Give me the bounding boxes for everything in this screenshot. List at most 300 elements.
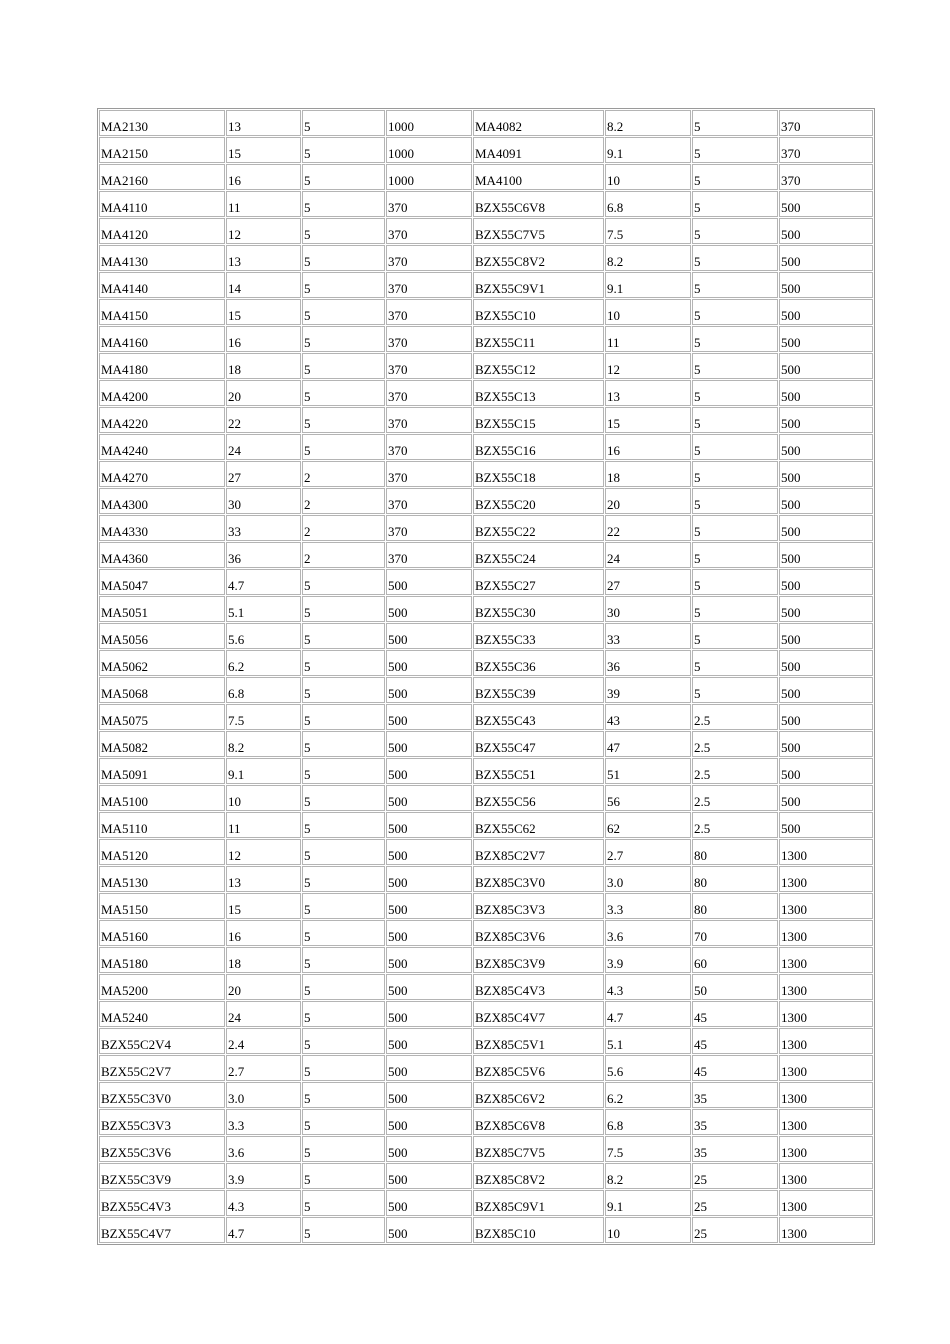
table-row: [99, 866, 873, 892]
table-cell-test-current: 5: [302, 353, 385, 379]
table-cell-test-current: 5: [692, 542, 778, 568]
table-cell-power: 500: [779, 542, 873, 568]
table-cell-power: 500: [386, 1136, 472, 1162]
table-cell-power: 1300: [779, 893, 873, 919]
table-cell-zener-voltage: 2.7: [605, 839, 691, 865]
table-cell-zener-voltage: 22: [226, 407, 301, 433]
table-row: [99, 920, 873, 946]
table-cell-part-number: MA4100: [473, 164, 604, 190]
table-cell-part-number: BZX85C8V2: [473, 1163, 604, 1189]
table-row: [99, 1001, 873, 1027]
table-cell-zener-voltage: 16: [226, 326, 301, 352]
table-cell-zener-voltage: 30: [226, 488, 301, 514]
table-cell-power: 500: [779, 407, 873, 433]
table-cell-part-number: MA4110: [99, 191, 225, 217]
table-cell-power: 1300: [779, 974, 873, 1000]
table-cell-test-current: 5: [302, 191, 385, 217]
table-cell-test-current: 5: [692, 191, 778, 217]
table-row: [99, 1163, 873, 1189]
table-row: [99, 272, 873, 298]
table-cell-zener-voltage: 6.8: [605, 191, 691, 217]
table-cell-test-current: 5: [302, 569, 385, 595]
table-cell-power: 500: [779, 623, 873, 649]
table-cell-part-number: BZX55C3V0: [99, 1082, 225, 1108]
table-cell-power: 500: [386, 758, 472, 784]
table-cell-test-current: 60: [692, 947, 778, 973]
table-cell-power: 500: [779, 785, 873, 811]
table-row: [99, 218, 873, 244]
table-cell-zener-voltage: 27: [226, 461, 301, 487]
table-row: [99, 677, 873, 703]
table-cell-part-number: BZX85C6V8: [473, 1109, 604, 1135]
table-cell-part-number: BZX85C3V6: [473, 920, 604, 946]
table-cell-zener-voltage: 10: [226, 785, 301, 811]
table-cell-part-number: BZX55C18: [473, 461, 604, 487]
table-cell-zener-voltage: 9.1: [226, 758, 301, 784]
table-cell-part-number: MA4300: [99, 488, 225, 514]
table-row: [99, 299, 873, 325]
table-cell-zener-voltage: 13: [605, 380, 691, 406]
table-cell-part-number: MA4160: [99, 326, 225, 352]
table-cell-part-number: BZX55C27: [473, 569, 604, 595]
table-cell-test-current: 5: [692, 434, 778, 460]
table-cell-test-current: 5: [302, 704, 385, 730]
table-cell-zener-voltage: 18: [605, 461, 691, 487]
table-cell-part-number: MA4180: [99, 353, 225, 379]
table-cell-power: 500: [386, 596, 472, 622]
table-cell-test-current: 5: [302, 218, 385, 244]
table-row: [99, 407, 873, 433]
table-cell-test-current: 5: [692, 407, 778, 433]
table-cell-test-current: 80: [692, 866, 778, 892]
table-cell-part-number: BZX85C3V3: [473, 893, 604, 919]
table-cell-zener-voltage: 10: [605, 1217, 691, 1243]
table-cell-zener-voltage: 2.4: [226, 1028, 301, 1054]
table-cell-power: 500: [779, 515, 873, 541]
table-cell-test-current: 80: [692, 839, 778, 865]
zener-diode-table: [97, 108, 875, 1245]
table-cell-power: 500: [386, 812, 472, 838]
table-cell-part-number: MA5200: [99, 974, 225, 1000]
table-row: [99, 245, 873, 271]
table-cell-power: 370: [386, 380, 472, 406]
table-cell-zener-voltage: 15: [226, 299, 301, 325]
table-cell-power: 500: [386, 1217, 472, 1243]
table-cell-zener-voltage: 5.1: [226, 596, 301, 622]
table-cell-part-number: BZX55C16: [473, 434, 604, 460]
table-cell-test-current: 5: [302, 1109, 385, 1135]
table-cell-zener-voltage: 7.5: [226, 704, 301, 730]
table-cell-power: 500: [386, 623, 472, 649]
table-cell-power: 500: [386, 731, 472, 757]
table-cell-part-number: BZX55C33: [473, 623, 604, 649]
table-cell-part-number: BZX55C2V4: [99, 1028, 225, 1054]
table-cell-test-current: 5: [302, 974, 385, 1000]
table-cell-zener-voltage: 18: [226, 947, 301, 973]
table-cell-zener-voltage: 24: [226, 434, 301, 460]
table-cell-test-current: 5: [692, 650, 778, 676]
table-cell-zener-voltage: 3.3: [226, 1109, 301, 1135]
table-cell-part-number: MA4082: [473, 110, 604, 136]
table-cell-part-number: BZX55C6V8: [473, 191, 604, 217]
table-cell-test-current: 5: [302, 1082, 385, 1108]
table-row: [99, 461, 873, 487]
table-cell-part-number: MA5047: [99, 569, 225, 595]
table-cell-power: 500: [779, 272, 873, 298]
table-body: [99, 110, 873, 1243]
table-cell-test-current: 2.5: [692, 731, 778, 757]
table-cell-power: 500: [779, 461, 873, 487]
table-cell-power: 500: [779, 812, 873, 838]
table-cell-power: 370: [386, 407, 472, 433]
table-cell-power: 500: [386, 1163, 472, 1189]
table-row: [99, 191, 873, 217]
table-cell-part-number: MA4140: [99, 272, 225, 298]
table-cell-power: 370: [386, 353, 472, 379]
table-row: [99, 893, 873, 919]
table-cell-power: 500: [386, 569, 472, 595]
table-cell-power: 370: [779, 164, 873, 190]
table-cell-test-current: 5: [302, 731, 385, 757]
table-cell-part-number: MA2130: [99, 110, 225, 136]
table-cell-power: 370: [779, 110, 873, 136]
table-cell-power: 500: [779, 218, 873, 244]
table-cell-part-number: BZX85C5V6: [473, 1055, 604, 1081]
table-cell-power: 500: [779, 731, 873, 757]
table-cell-zener-voltage: 8.2: [605, 1163, 691, 1189]
table-cell-part-number: BZX55C13: [473, 380, 604, 406]
table-cell-power: 370: [386, 191, 472, 217]
table-cell-part-number: MA5051: [99, 596, 225, 622]
table-cell-zener-voltage: 33: [226, 515, 301, 541]
table-cell-zener-voltage: 24: [226, 1001, 301, 1027]
table-cell-zener-voltage: 7.5: [605, 218, 691, 244]
table-cell-power: 500: [386, 677, 472, 703]
table-cell-zener-voltage: 5.1: [605, 1028, 691, 1054]
table-row: [99, 569, 873, 595]
table-cell-zener-voltage: 8.2: [226, 731, 301, 757]
table-cell-part-number: MA5075: [99, 704, 225, 730]
table-cell-test-current: 5: [692, 569, 778, 595]
table-row: [99, 1055, 873, 1081]
table-cell-zener-voltage: 3.0: [226, 1082, 301, 1108]
table-cell-part-number: MA4270: [99, 461, 225, 487]
table-cell-part-number: BZX85C5V1: [473, 1028, 604, 1054]
table-row: [99, 488, 873, 514]
table-cell-power: 370: [386, 326, 472, 352]
table-row: [99, 974, 873, 1000]
table-cell-test-current: 2: [302, 461, 385, 487]
table-cell-power: 500: [779, 704, 873, 730]
table-cell-part-number: BZX55C43: [473, 704, 604, 730]
table-cell-test-current: 2: [302, 488, 385, 514]
table-cell-zener-voltage: 39: [605, 677, 691, 703]
table-cell-power: 500: [779, 596, 873, 622]
table-cell-zener-voltage: 6.8: [226, 677, 301, 703]
table-cell-power: 500: [779, 434, 873, 460]
table-cell-part-number: BZX55C47: [473, 731, 604, 757]
table-cell-part-number: MA5130: [99, 866, 225, 892]
table-cell-power: 500: [386, 785, 472, 811]
table-cell-zener-voltage: 22: [605, 515, 691, 541]
table-cell-test-current: 5: [302, 1028, 385, 1054]
table-cell-test-current: 5: [302, 110, 385, 136]
table-cell-part-number: BZX85C3V9: [473, 947, 604, 973]
table-row: [99, 758, 873, 784]
table-cell-test-current: 5: [302, 596, 385, 622]
table-cell-zener-voltage: 4.7: [226, 569, 301, 595]
table-cell-part-number: BZX85C4V7: [473, 1001, 604, 1027]
table-cell-zener-voltage: 12: [605, 353, 691, 379]
table-cell-test-current: 25: [692, 1190, 778, 1216]
table-cell-zener-voltage: 16: [605, 434, 691, 460]
table-cell-part-number: BZX85C9V1: [473, 1190, 604, 1216]
table-cell-power: 500: [386, 1001, 472, 1027]
table-cell-part-number: BZX55C4V7: [99, 1217, 225, 1243]
table-cell-zener-voltage: 3.3: [605, 893, 691, 919]
table-cell-power: 500: [386, 1190, 472, 1216]
table-cell-zener-voltage: 51: [605, 758, 691, 784]
table-cell-zener-voltage: 4.3: [605, 974, 691, 1000]
table-cell-power: 500: [386, 893, 472, 919]
table-cell-zener-voltage: 7.5: [605, 1136, 691, 1162]
table-cell-part-number: BZX55C30: [473, 596, 604, 622]
table-cell-power: 500: [386, 947, 472, 973]
table-cell-power: 500: [386, 650, 472, 676]
table-cell-test-current: 5: [692, 515, 778, 541]
table-cell-power: 1300: [779, 1190, 873, 1216]
table-cell-part-number: MA4150: [99, 299, 225, 325]
table-cell-zener-voltage: 8.2: [605, 245, 691, 271]
table-cell-power: 500: [386, 839, 472, 865]
table-cell-zener-voltage: 15: [226, 893, 301, 919]
table-cell-part-number: BZX55C24: [473, 542, 604, 568]
table-cell-power: 500: [779, 191, 873, 217]
table-cell-test-current: 5: [302, 1055, 385, 1081]
table-row: [99, 1082, 873, 1108]
table-cell-part-number: BZX85C3V0: [473, 866, 604, 892]
table-row: [99, 704, 873, 730]
table-cell-test-current: 5: [692, 353, 778, 379]
table-cell-test-current: 25: [692, 1163, 778, 1189]
table-cell-test-current: 50: [692, 974, 778, 1000]
table-cell-part-number: MA4130: [99, 245, 225, 271]
table-cell-power: 500: [779, 569, 873, 595]
table-cell-zener-voltage: 11: [605, 326, 691, 352]
table-cell-power: 370: [386, 299, 472, 325]
table-cell-part-number: MA4360: [99, 542, 225, 568]
table-cell-test-current: 5: [692, 677, 778, 703]
table-cell-test-current: 45: [692, 1055, 778, 1081]
table-cell-power: 500: [386, 920, 472, 946]
table-cell-test-current: 5: [692, 461, 778, 487]
table-cell-zener-voltage: 24: [605, 542, 691, 568]
table-cell-test-current: 5: [692, 245, 778, 271]
table-cell-zener-voltage: 10: [605, 299, 691, 325]
table-cell-part-number: BZX55C7V5: [473, 218, 604, 244]
table-cell-zener-voltage: 9.1: [605, 272, 691, 298]
table-cell-zener-voltage: 3.6: [226, 1136, 301, 1162]
table-cell-part-number: MA5091: [99, 758, 225, 784]
table-cell-zener-voltage: 43: [605, 704, 691, 730]
table-cell-test-current: 35: [692, 1082, 778, 1108]
table-cell-test-current: 5: [692, 137, 778, 163]
table-cell-power: 1300: [779, 1109, 873, 1135]
table-cell-zener-voltage: 2.7: [226, 1055, 301, 1081]
table-cell-part-number: BZX85C6V2: [473, 1082, 604, 1108]
table-cell-test-current: 5: [692, 272, 778, 298]
table-cell-test-current: 5: [302, 758, 385, 784]
table-cell-power: 1300: [779, 947, 873, 973]
table-cell-part-number: BZX55C4V3: [99, 1190, 225, 1216]
table-cell-test-current: 2: [302, 542, 385, 568]
table-cell-zener-voltage: 3.6: [605, 920, 691, 946]
table-cell-zener-voltage: 12: [226, 218, 301, 244]
table-cell-part-number: BZX55C20: [473, 488, 604, 514]
table-cell-test-current: 35: [692, 1109, 778, 1135]
table-cell-power: 370: [386, 542, 472, 568]
table-cell-part-number: MA5082: [99, 731, 225, 757]
table-cell-zener-voltage: 36: [605, 650, 691, 676]
table-row: [99, 785, 873, 811]
table-cell-test-current: 45: [692, 1028, 778, 1054]
table-row: [99, 353, 873, 379]
table-row: [99, 1028, 873, 1054]
table-cell-power: 370: [386, 245, 472, 271]
table-cell-part-number: BZX55C2V7: [99, 1055, 225, 1081]
table-row: [99, 1217, 873, 1243]
table-cell-power: 370: [386, 272, 472, 298]
table-cell-part-number: BZX55C62: [473, 812, 604, 838]
table-cell-part-number: MA5240: [99, 1001, 225, 1027]
table-cell-zener-voltage: 3.9: [605, 947, 691, 973]
table-cell-power: 500: [779, 380, 873, 406]
table-cell-power: 1300: [779, 1001, 873, 1027]
table-cell-zener-voltage: 15: [605, 407, 691, 433]
table-cell-zener-voltage: 4.7: [226, 1217, 301, 1243]
table-cell-part-number: MA4120: [99, 218, 225, 244]
table-cell-test-current: 5: [302, 947, 385, 973]
table-cell-power: 1300: [779, 1217, 873, 1243]
table-row: [99, 839, 873, 865]
table-cell-power: 500: [779, 299, 873, 325]
table-cell-part-number: BZX85C10: [473, 1217, 604, 1243]
table-cell-test-current: 5: [302, 920, 385, 946]
table-row: [99, 1136, 873, 1162]
table-cell-test-current: 5: [692, 380, 778, 406]
table-cell-test-current: 5: [302, 272, 385, 298]
table-cell-zener-voltage: 3.0: [605, 866, 691, 892]
table-cell-test-current: 25: [692, 1217, 778, 1243]
table-cell-test-current: 5: [692, 326, 778, 352]
table-cell-zener-voltage: 20: [226, 380, 301, 406]
table-cell-zener-voltage: 12: [226, 839, 301, 865]
table-row: [99, 650, 873, 676]
table-cell-power: 370: [386, 434, 472, 460]
table-cell-zener-voltage: 6.2: [605, 1082, 691, 1108]
table-cell-part-number: BZX55C3V6: [99, 1136, 225, 1162]
table-cell-zener-voltage: 20: [605, 488, 691, 514]
table-cell-part-number: BZX55C15: [473, 407, 604, 433]
table-cell-zener-voltage: 62: [605, 812, 691, 838]
table-cell-part-number: MA4330: [99, 515, 225, 541]
table-cell-part-number: MA5160: [99, 920, 225, 946]
table-cell-power: 370: [386, 461, 472, 487]
table-cell-test-current: 2.5: [692, 812, 778, 838]
table-cell-part-number: BZX55C56: [473, 785, 604, 811]
table-cell-zener-voltage: 36: [226, 542, 301, 568]
table-cell-test-current: 2.5: [692, 785, 778, 811]
table-row: [99, 164, 873, 190]
table-cell-power: 500: [386, 1028, 472, 1054]
table-cell-test-current: 5: [302, 866, 385, 892]
table-cell-power: 1000: [386, 164, 472, 190]
table-cell-part-number: BZX55C9V1: [473, 272, 604, 298]
table-cell-test-current: 5: [302, 164, 385, 190]
table-cell-power: 1300: [779, 866, 873, 892]
table-cell-power: 1000: [386, 110, 472, 136]
table-cell-part-number: BZX55C3V9: [99, 1163, 225, 1189]
table-cell-part-number: MA4200: [99, 380, 225, 406]
table-row: [99, 596, 873, 622]
table-cell-zener-voltage: 9.1: [605, 137, 691, 163]
table-cell-part-number: MA4220: [99, 407, 225, 433]
table-cell-test-current: 2: [302, 515, 385, 541]
table-cell-zener-voltage: 11: [226, 191, 301, 217]
table-cell-part-number: MA2160: [99, 164, 225, 190]
table-cell-power: 370: [386, 515, 472, 541]
table-cell-test-current: 5: [302, 1136, 385, 1162]
table-cell-power: 500: [779, 326, 873, 352]
table-cell-power: 500: [779, 650, 873, 676]
table-cell-zener-voltage: 13: [226, 245, 301, 271]
table-cell-test-current: 5: [302, 299, 385, 325]
table-cell-power: 1300: [779, 920, 873, 946]
table-cell-power: 500: [779, 353, 873, 379]
table-cell-test-current: 35: [692, 1136, 778, 1162]
table-cell-test-current: 5: [302, 893, 385, 919]
table-cell-test-current: 5: [302, 407, 385, 433]
table-cell-zener-voltage: 27: [605, 569, 691, 595]
table-cell-test-current: 5: [302, 785, 385, 811]
table-cell-test-current: 5: [302, 812, 385, 838]
table-cell-part-number: BZX55C3V3: [99, 1109, 225, 1135]
table-cell-test-current: 5: [692, 299, 778, 325]
table-cell-part-number: BZX85C4V3: [473, 974, 604, 1000]
table-cell-zener-voltage: 18: [226, 353, 301, 379]
table-cell-part-number: BZX55C12: [473, 353, 604, 379]
table-row: [99, 947, 873, 973]
table-cell-part-number: MA4091: [473, 137, 604, 163]
table-row: [99, 380, 873, 406]
table-cell-power: 1300: [779, 839, 873, 865]
table-cell-test-current: 45: [692, 1001, 778, 1027]
table-cell-part-number: MA5062: [99, 650, 225, 676]
table-cell-power: 500: [779, 488, 873, 514]
table-cell-zener-voltage: 11: [226, 812, 301, 838]
table-cell-power: 370: [386, 488, 472, 514]
table-row: [99, 542, 873, 568]
table-cell-zener-voltage: 8.2: [605, 110, 691, 136]
table-cell-part-number: MA4240: [99, 434, 225, 460]
table-row: [99, 137, 873, 163]
table-cell-zener-voltage: 30: [605, 596, 691, 622]
table-cell-test-current: 5: [692, 596, 778, 622]
table-cell-test-current: 5: [692, 110, 778, 136]
table-cell-zener-voltage: 4.3: [226, 1190, 301, 1216]
table-cell-zener-voltage: 10: [605, 164, 691, 190]
table-cell-power: 370: [386, 218, 472, 244]
